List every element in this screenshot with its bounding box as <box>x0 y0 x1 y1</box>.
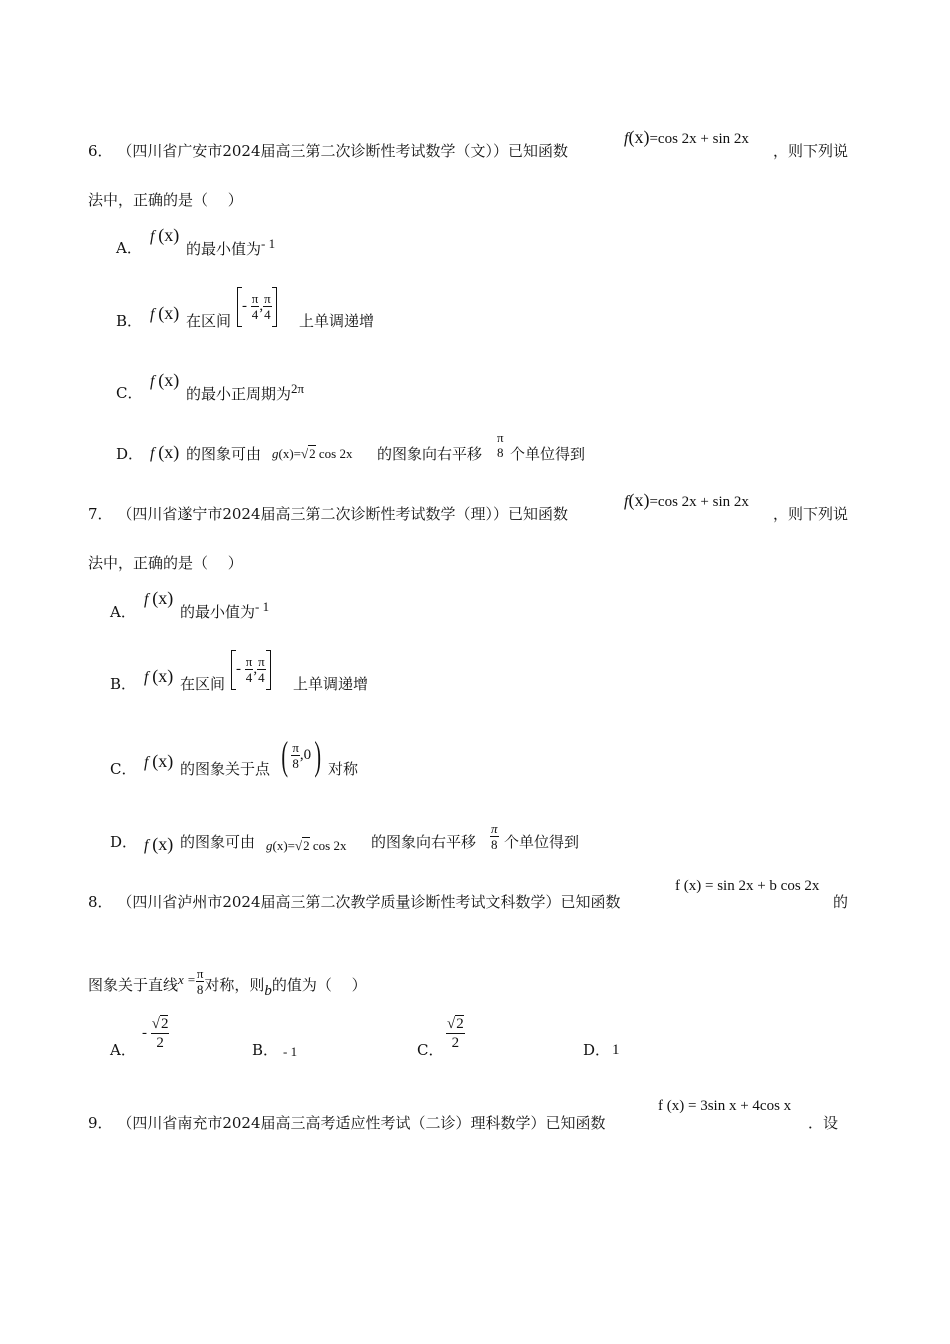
q8-line2-frac: $\frac{\pi}{8}$ <box>196 966 204 997</box>
q7-option-d-fx: f (x) <box>144 834 174 854</box>
q6-function: f(x)=cos 2x + sin 2x <box>624 127 749 147</box>
q7-option-d-text-post: 个单位得到 <box>504 833 580 851</box>
q9-tail: ．设 <box>808 1114 839 1132</box>
q7-option-d-shift: $\frac{\pi}{8}$ <box>491 821 498 852</box>
q8-line2-x: x = <box>178 972 196 987</box>
q8-line2: 图象关于直线x = $\frac{\pi}{8}$ 对称，则b的值为（ ） <box>88 966 367 999</box>
q7-option-b-text-pre: 在区间 <box>180 675 226 693</box>
q6-option-a-text: 的最小值为- 1 <box>186 236 276 258</box>
q6-tail: ，则下列说 <box>773 142 849 160</box>
q6-option-d-text-mid: 的图象向右平移 <box>377 445 483 463</box>
q6-number: 6． <box>88 142 113 160</box>
q6-line2: 法中，正确的是（ ） <box>88 191 243 209</box>
q8-number: 8． <box>88 893 113 911</box>
q8-line2-b: b <box>264 983 272 999</box>
q6-option-c-value: 2π <box>291 381 305 396</box>
q6-line1 <box>88 141 568 161</box>
q8-line1 <box>88 892 621 912</box>
q7-option-a-text: 的最小值为- 1 <box>180 599 270 621</box>
q6-source: （四川省广安市2024届高三第二次诊断性考试数学（文））已知函数 <box>117 142 569 160</box>
q6-option-d-text-post: 个单位得到 <box>510 445 586 463</box>
q7-option-a-fx: f (x) <box>144 588 174 608</box>
q6-option-d-text-pre: 的图象可由 <box>186 445 262 463</box>
q6-option-b-label: B． <box>116 312 143 330</box>
q8-tail: 的 <box>833 893 849 911</box>
q7-option-b-interval: - $\frac{\pi}{4}$ , $\frac{\pi}{4}$ <box>231 649 271 690</box>
q6-option-a-fx: f (x) <box>150 225 180 245</box>
q6-option-c-label: C． <box>116 384 143 402</box>
q8-function: f (x) = sin 2x + b cos 2x <box>675 878 820 894</box>
q8-option-b-value: - 1 <box>283 1044 298 1059</box>
q9-source: （四川省南充市2024届高三高考适应性考试（二诊）理科数学）已知函数 <box>117 1114 606 1132</box>
q7-source: （四川省遂宁市2024届高三第二次诊断性考试数学（理））已知函数 <box>117 505 569 523</box>
q7-line1 <box>88 504 568 524</box>
q6-option-b-text-post: 上单调递增 <box>299 312 375 330</box>
q9-line1 <box>88 1113 606 1133</box>
q7-option-a-label: A． <box>110 603 136 621</box>
q9-number: 9． <box>88 1114 113 1132</box>
q6-option-a-label: A． <box>116 239 142 257</box>
q8-option-a-value: - $\frac{√2}{2}$ <box>142 1016 169 1052</box>
q7-option-b-label: B． <box>110 675 137 693</box>
q7-option-c-label: C． <box>110 760 137 778</box>
q7-tail: ，则下列说 <box>773 505 849 523</box>
q6-option-d-fx: f (x) <box>150 442 180 462</box>
q7-option-c-point: ( $\frac{\pi}{8}$ ,0) <box>281 732 322 778</box>
q7-function: f(x)=cos 2x + sin 2x <box>624 490 749 510</box>
q7-option-b-fx: f (x) <box>144 666 174 686</box>
q7-option-d-label: D． <box>110 833 138 851</box>
q6-option-c-text: 的最小正周期为2π <box>186 381 305 403</box>
q6-option-b-fx: f (x) <box>150 303 180 323</box>
q6-option-d-shift: π 8 <box>497 430 504 460</box>
q7-option-b-text-post: 上单调递增 <box>293 675 369 693</box>
q7-option-c-text-pre: 的图象关于点 <box>180 760 271 778</box>
q6-option-a-value: - 1 <box>261 236 276 251</box>
q7-option-c-text-post: 对称 <box>328 760 359 778</box>
q8-option-c-value: $\frac{√2}{2}$ <box>447 1016 464 1052</box>
q8-option-c-label: C． <box>417 1041 444 1059</box>
q8-option-b-label: B． <box>252 1041 279 1059</box>
q8-source: （四川省泸州市2024届高三第二次教学质量诊断性考试文科数学）已知函数 <box>117 893 621 911</box>
q9-function: f (x) = 3sin x + 4cos x <box>658 1098 792 1114</box>
q8-option-d-value: 1 <box>612 1042 620 1058</box>
q6-option-c-fx: f (x) <box>150 370 180 390</box>
q7-option-a-value: - 1 <box>255 599 270 614</box>
q7-line2: 法中，正确的是（ ） <box>88 554 243 572</box>
q8-option-a-label: A． <box>110 1041 136 1059</box>
q6-option-b-text-pre: 在区间 <box>186 312 232 330</box>
q7-option-d-text-mid: 的图象向右平移 <box>371 833 477 851</box>
q6-option-d-g: g(x)=√2 cos 2x <box>272 446 353 461</box>
q7-number: 7． <box>88 505 113 523</box>
q8-option-d-label: D． <box>583 1041 611 1059</box>
q6-option-b-interval: - $\frac{\pi}{4}$ , $\frac{\pi}{4}$ <box>237 286 277 327</box>
q7-option-d-text-pre: 的图象可由 <box>180 833 256 851</box>
q6-option-d-label: D． <box>116 445 144 463</box>
q7-option-c-fx: f (x) <box>144 751 174 771</box>
q7-option-d-g: g(x)=√2 cos 2x <box>266 838 347 853</box>
